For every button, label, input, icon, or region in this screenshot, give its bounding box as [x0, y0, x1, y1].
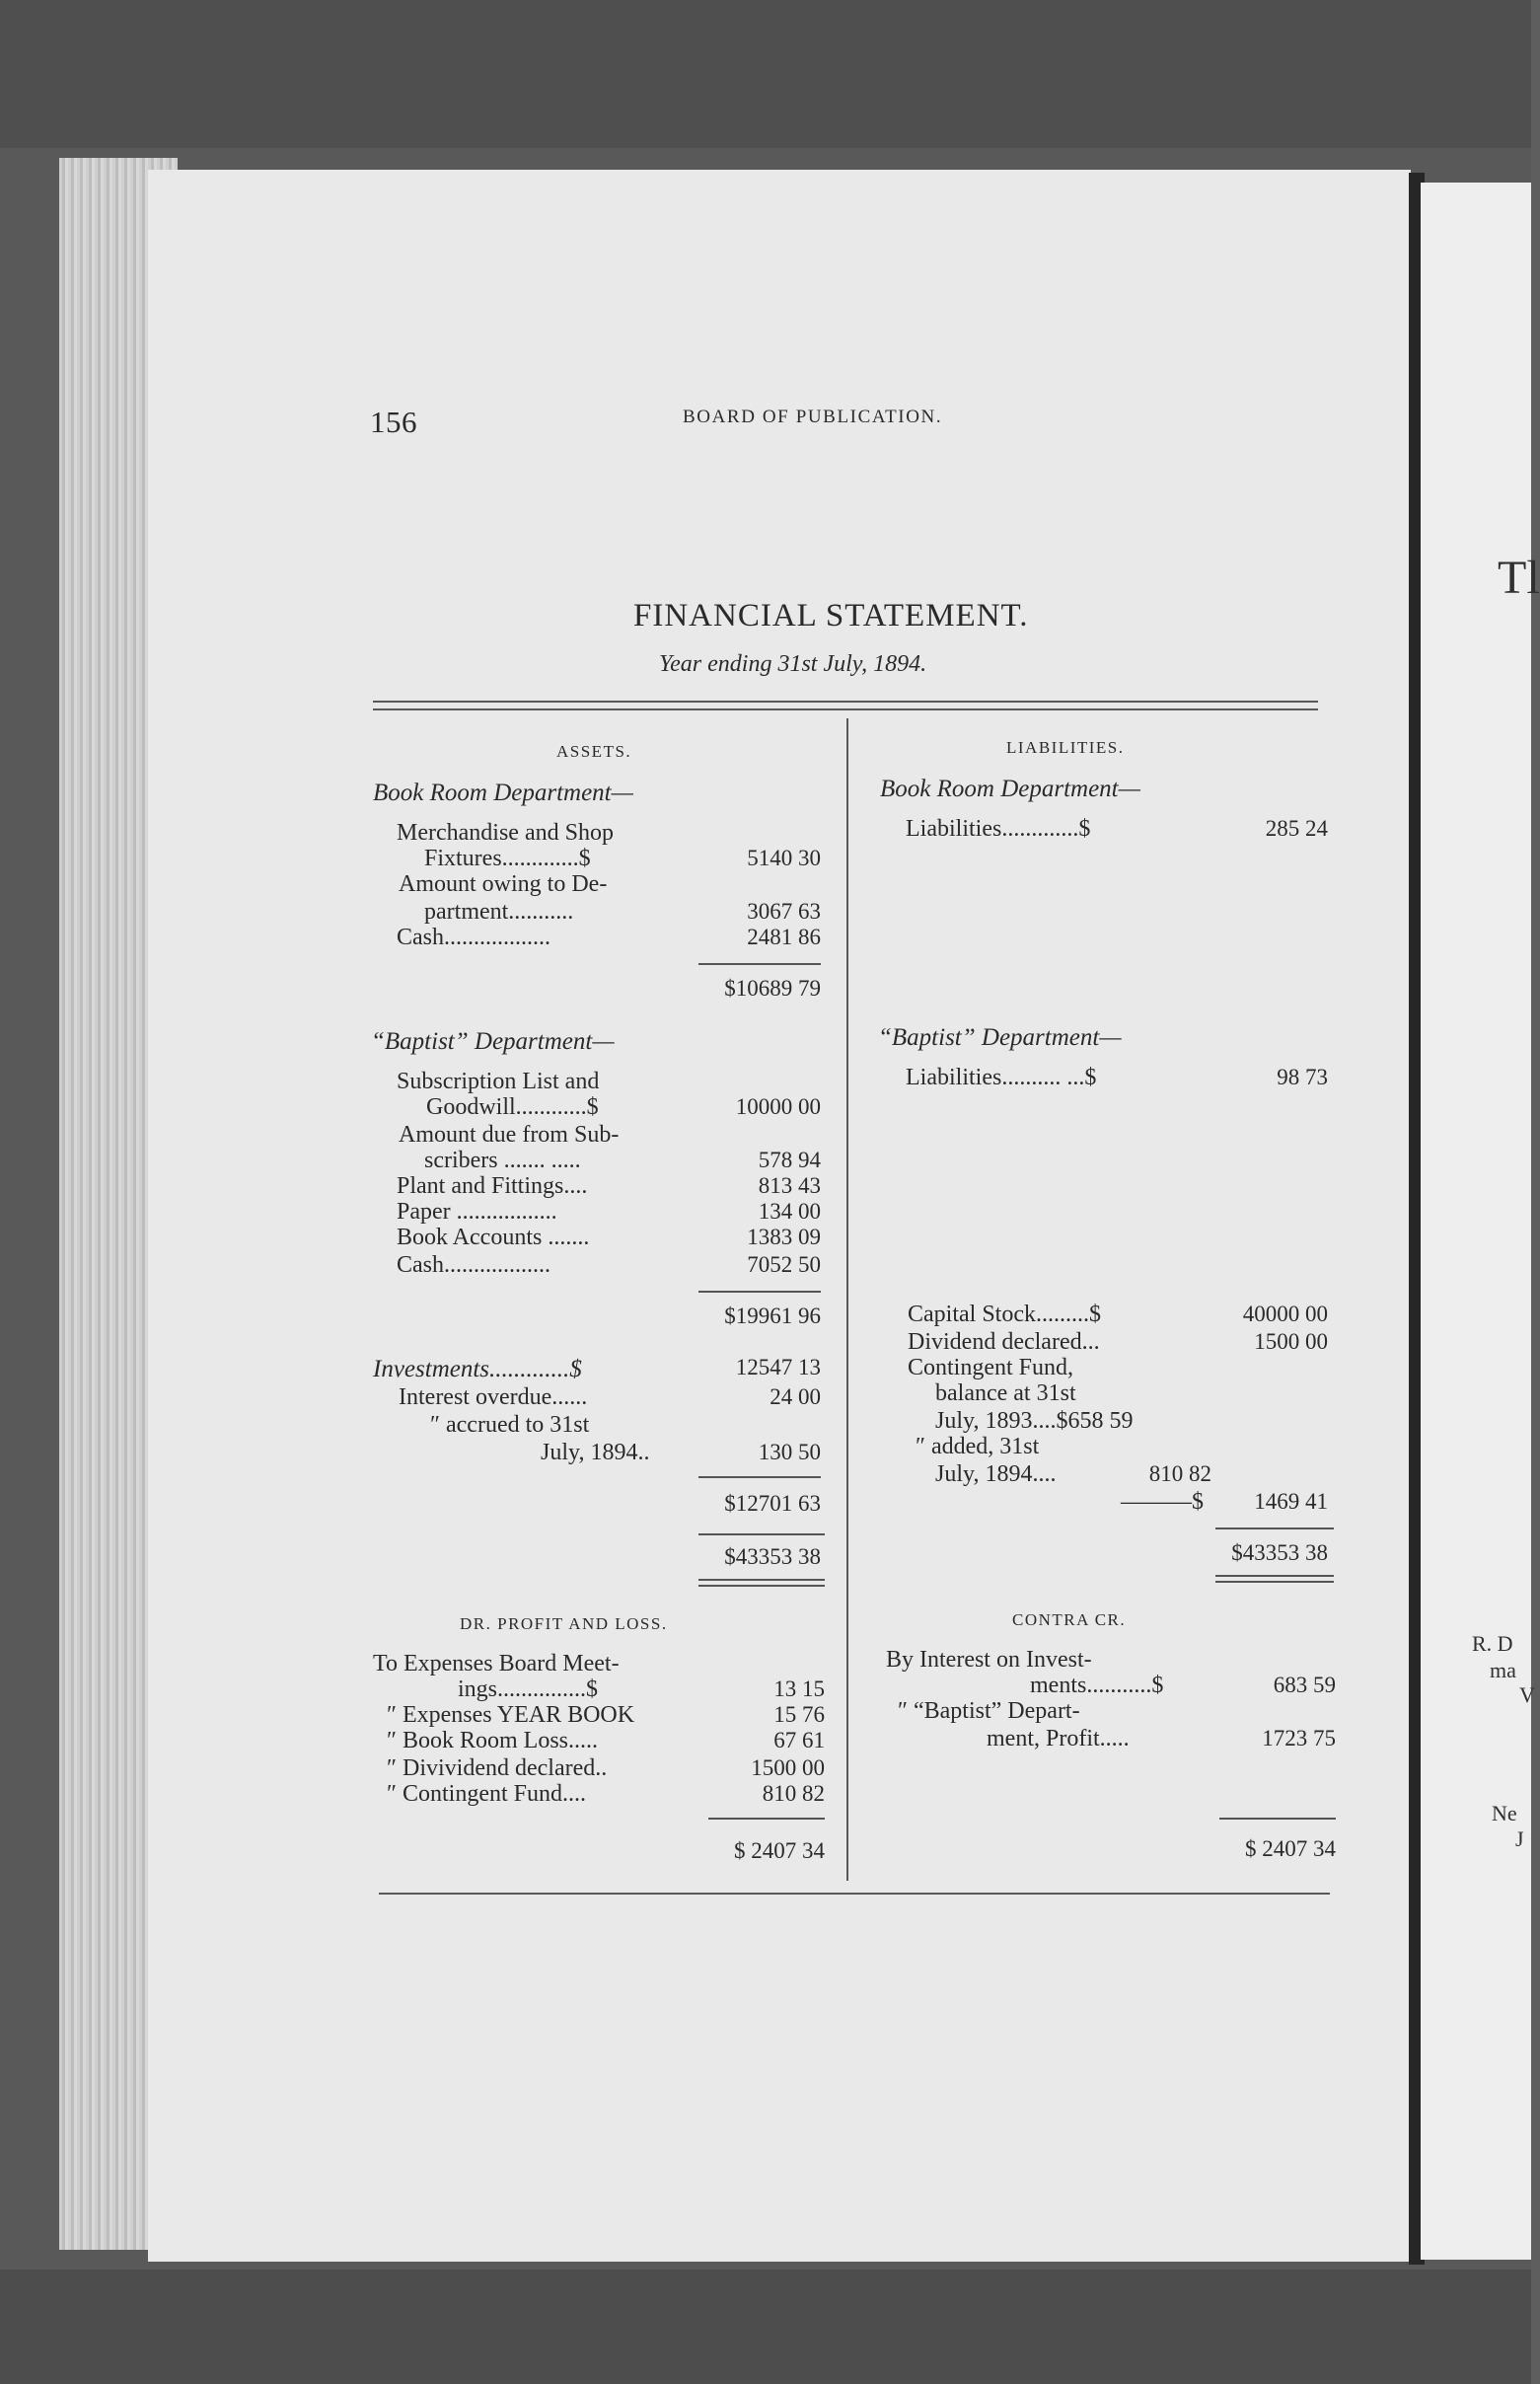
total-double-rule: [1215, 1581, 1334, 1583]
asset-line: partment...........: [424, 899, 574, 925]
contra-heading: CONTRA CR.: [1012, 1610, 1127, 1629]
facing-page-fragment: ma: [1490, 1658, 1516, 1682]
column-divider: [846, 718, 848, 1881]
facing-page-fragment: Tl: [1498, 552, 1540, 604]
scan-bottom-border: [0, 2270, 1531, 2384]
liabilities-book-room-heading: Book Room Department—: [880, 776, 1140, 802]
assets-grand-total: $43353 38: [724, 1544, 821, 1569]
liability-line: July, 1894....: [935, 1461, 1057, 1487]
total-rule: [698, 1533, 825, 1535]
asset-line: Fixtures.............$: [424, 846, 591, 871]
facing-page: [1421, 183, 1531, 2260]
asset-amount: 12547 13: [735, 1355, 821, 1379]
scan-top-border: [0, 0, 1531, 148]
contra-line: By Interest on Invest-: [886, 1647, 1092, 1673]
total-rule: [1219, 1818, 1336, 1820]
asset-amount: 813 43: [758, 1173, 821, 1198]
asset-amount: 7052 50: [747, 1252, 821, 1277]
profit-loss-total: $ 2407 34: [734, 1838, 825, 1863]
facing-page-fragment: V: [1519, 1682, 1535, 1707]
subtotal-rule: [698, 963, 821, 965]
liability-amount: 1469 41: [1254, 1489, 1328, 1514]
asset-line: Interest overdue......: [399, 1384, 588, 1410]
liability-amount: 1500 00: [1254, 1329, 1328, 1354]
page-title: FINANCIAL STATEMENT.: [633, 598, 1029, 633]
total-rule: [708, 1818, 825, 1820]
pl-line: ″ Expenses YEAR BOOK: [387, 1702, 635, 1728]
facing-page-fragment: R. D: [1472, 1631, 1513, 1656]
total-rule: [1215, 1527, 1334, 1529]
liability-line: Dividend declared...: [908, 1329, 1100, 1355]
page-subtitle: Year ending 31st July, 1894.: [659, 651, 927, 677]
assets-book-room-heading: Book Room Department—: [373, 780, 633, 806]
liability-amount: 40000 00: [1242, 1302, 1328, 1326]
liabilities-grand-total: $43353 38: [1231, 1540, 1328, 1565]
contra-amount: 683 59: [1273, 1673, 1336, 1697]
asset-line: July, 1894..: [541, 1440, 650, 1465]
asset-line: Goodwill............$: [426, 1094, 599, 1120]
asset-line: scribers ....... .....: [424, 1148, 581, 1173]
pl-amount: 67 61: [773, 1728, 825, 1752]
assets-baptist-total: $19961 96: [724, 1304, 821, 1328]
asset-amount: 5140 30: [747, 846, 821, 870]
liabilities-baptist-heading: “Baptist” Department—: [878, 1024, 1122, 1051]
assets-investments-total: $12701 63: [724, 1491, 821, 1516]
asset-amount: 10000 00: [735, 1094, 821, 1119]
assets-book-room-total: $10689 79: [724, 976, 821, 1001]
subtotal-rule: [698, 1291, 821, 1293]
contra-total: $ 2407 34: [1245, 1836, 1336, 1861]
contra-line: ments...........$: [1030, 1673, 1164, 1698]
asset-line: ″ accrued to 31st: [430, 1412, 590, 1438]
pl-line: ″ Divividend declared..: [387, 1755, 608, 1781]
running-head: BOARD OF PUBLICATION.: [683, 407, 943, 427]
assets-baptist-heading: “Baptist” Department—: [371, 1028, 615, 1055]
profit-loss-heading: DR. PROFIT AND LOSS.: [460, 1614, 668, 1633]
liability-line: Contingent Fund,: [908, 1355, 1074, 1380]
pl-amount: 13 15: [773, 1676, 825, 1701]
page-number: 156: [370, 405, 417, 439]
liability-amount: 285 24: [1265, 816, 1328, 841]
pl-line: ings...............$: [458, 1676, 599, 1702]
asset-line: Subscription List and: [397, 1069, 600, 1094]
table-top-rule: [373, 708, 1318, 710]
asset-line: Amount owing to De-: [399, 871, 608, 897]
asset-amount: 130 50: [758, 1440, 821, 1464]
subtotal-rule: [698, 1476, 821, 1478]
contra-line: ment, Profit.....: [987, 1726, 1130, 1751]
pl-line: ″ Book Room Loss.....: [387, 1728, 599, 1753]
asset-line: Cash..................: [397, 925, 550, 950]
asset-amount: 1383 09: [747, 1225, 821, 1249]
liability-amount: 810 82: [1148, 1461, 1211, 1486]
facing-page-fragment: Ne: [1492, 1801, 1517, 1825]
liability-line: ———$: [1121, 1489, 1204, 1515]
liabilities-heading: LIABILITIES.: [1006, 738, 1125, 757]
pl-amount: 15 76: [773, 1702, 825, 1727]
asset-line: Book Accounts .......: [397, 1225, 590, 1250]
pl-line: To Expenses Board Meet-: [373, 1651, 620, 1676]
asset-amount: 24 00: [770, 1384, 821, 1409]
assets-investments-heading: Investments.............$: [373, 1356, 582, 1382]
total-double-rule: [698, 1585, 825, 1587]
total-double-rule: [698, 1579, 825, 1581]
asset-amount: 3067 63: [747, 899, 821, 924]
liability-line: ″ added, 31st: [916, 1434, 1040, 1459]
asset-line: Merchandise and Shop: [397, 820, 614, 846]
asset-amount: 578 94: [758, 1148, 821, 1172]
asset-line: Amount due from Sub-: [399, 1122, 620, 1148]
pl-line: ″ Contingent Fund....: [387, 1781, 587, 1807]
contra-line: ″ “Baptist” Depart-: [898, 1698, 1080, 1724]
asset-line: Paper .................: [397, 1199, 557, 1225]
pl-amount: 810 82: [762, 1781, 825, 1806]
pl-amount: 1500 00: [751, 1755, 825, 1780]
liability-line: Capital Stock.........$: [908, 1302, 1101, 1327]
asset-amount: 2481 86: [747, 925, 821, 949]
asset-line: Cash..................: [397, 1252, 550, 1278]
liability-line: July, 1893....$658 59: [935, 1408, 1134, 1434]
table-bottom-rule: [379, 1893, 1330, 1895]
table-top-rule: [373, 701, 1318, 703]
asset-amount: 134 00: [758, 1199, 821, 1224]
liability-line: balance at 31st: [935, 1380, 1076, 1406]
liability-amount: 98 73: [1277, 1065, 1328, 1089]
asset-line: Plant and Fittings....: [397, 1173, 588, 1199]
liability-line: Liabilities.......... ...$: [906, 1065, 1097, 1090]
total-double-rule: [1215, 1575, 1334, 1577]
assets-heading: ASSETS.: [556, 742, 632, 761]
contra-amount: 1723 75: [1262, 1726, 1336, 1751]
facing-page-fragment: J: [1515, 1826, 1524, 1851]
liability-line: Liabilities.............$: [906, 816, 1091, 842]
